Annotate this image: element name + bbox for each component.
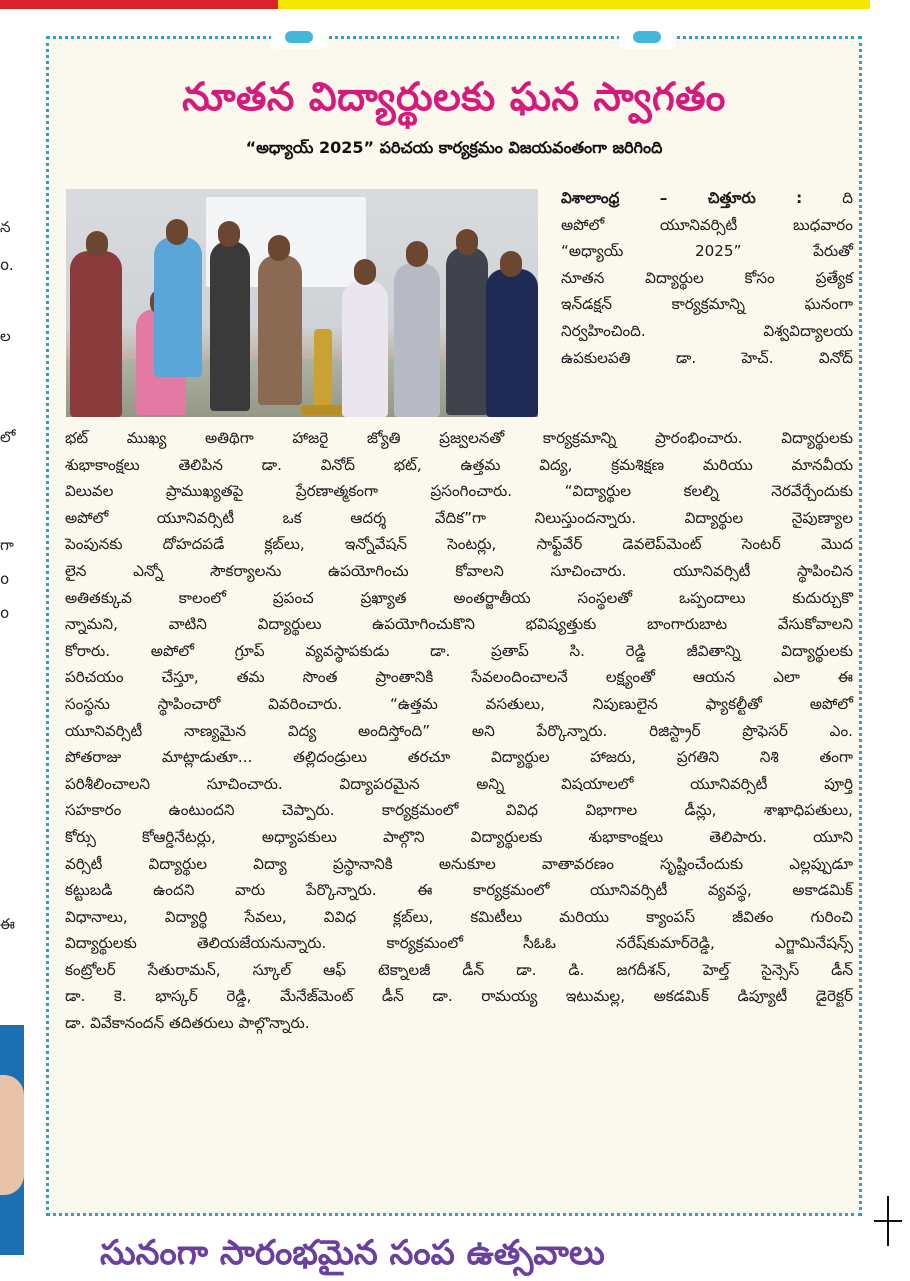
full-width-text [65, 425, 853, 1037]
left-fragment: o [0, 570, 10, 588]
article-dateline: విశాలాంధ్ర – చిత్తూరు : [561, 189, 803, 207]
body-line: సహకారం ఉంటుందని చెప్పారు. కార్యక్రమంలో వివిధ విభాగాల డీన్లు, శాఖాధిపతులు, [65, 801, 853, 820]
body-line: పెంపునకు దోహదపడే క్లబ్‌లు, ఇన్నోవేషన్ సెంటర్లు, సాఫ్ట్‌వేర్ డెవలెప్‌మెంట్ సెంటర్ మొద [65, 535, 853, 554]
article-subheadline: “అధ్యాయ్ 2025” పరిచయ కార్యక్రమం విజయవంతంగా జరిగింది [245, 138, 663, 157]
left-fragment: గా [0, 536, 14, 554]
top-strip-red [0, 0, 278, 9]
body-line: భట్ ముఖ్య అతిథిగా హాజరై జ్యోతి ప్రజ్వలనతో కార్యక్రమాన్ని ప్రారంభించారు. విద్యార్థులకు [65, 429, 853, 447]
body-line: పోతరాజు మాట్లాడుతూ... తల్లిదండ్రులు తరచూ విద్యార్థుల హాజరు, ప్రగతిని నిశి తంగా [65, 748, 853, 767]
left-fragment: న [0, 218, 11, 236]
body-line: విద్యార్థులకు తెలియజేయనున్నారు. కార్యక్రమంలో సీఓఓ నరేష్‌కుమార్‌రెడ్డి, ఎగ్జామినేషన్స్ [65, 934, 853, 953]
body-line: కంట్రోలర్ సేతురామన్, స్కూల్ ఆఫ్ టెక్నాలజీ డీన్ డా. డి. జగదీశన్, హెల్త్ సైన్సెస్ డీన్ [65, 960, 853, 979]
body-line: అపోలో యూనివర్సిటీ ఒక ఆదర్శ వేదిక”గా నిలుస్తుందన్నారు. విద్యార్థుల నైపుణ్యాల [65, 508, 853, 527]
body-line: అతితక్కువ కాలంలో ప్రపంచ ప్రఖ్యాత అంతర్జాతీయ సంస్థలతో ఒప్పందాలు కుదుర్చుకొ [65, 588, 853, 607]
body-line: యూనివర్సిటీ నాణ్యమైన విద్య అందిస్తోంది” అని పేర్కొన్నారు. రిజిస్ట్రార్ ప్రొఫెసర్ ఎం. [65, 721, 853, 740]
news-article [46, 36, 862, 1216]
body-line: సంస్థను స్థాపించారో వివరించారు. “ఉత్తమ వసతులు, నిపుణులైన ఫ్యాకల్టీతో అపోలో [65, 694, 853, 713]
body-line: ఉపకులపతి డా. హెచ్. వినోద్ [561, 348, 853, 367]
top-strip-yellow [278, 0, 870, 9]
body-line: నూతన విద్యార్థుల కోసం ప్రత్యేక [561, 268, 853, 287]
body-line: నిర్వహించింది. విశ్వవిద్యాలయ [561, 321, 853, 340]
left-fragment: o. [0, 256, 14, 274]
border-tab-left [271, 25, 327, 49]
body-line: పరిశీలించాలని సూచించారు. విద్యాపరమైన అన్ని విషయాలలో యూనివర్సిటీ పూర్తి [65, 774, 853, 793]
adjacent-column-fragment [0, 30, 22, 1250]
body-line: ఇన్‌డక్షన్ కార్యక్రమాన్ని ఘనంగా [561, 295, 853, 314]
body-line: విధానాలు, విద్యార్థి సేవలు, వివిధ క్లబ్‌లు, కమిటీలు మరియు క్యాంపస్ జీవితం గురించి [65, 907, 853, 926]
body-line: శుభాకాంక్షలు తెలిపిన డా. వినోద్ భట్, ఉత్తమ విద్య, క్రమశిక్షణ మరియు మానవీయ [65, 455, 853, 474]
body-line: డా. కె. భాస్కర్ రెడ్డి, మేనేజ్‌మెంట్ డీన్ డా. రామయ్య ఇటుమల్ల, అకడమిక్ డిప్యూటీ డైరెక్టర్ [65, 987, 853, 1006]
left-fragment: o [0, 604, 10, 622]
left-fragment: ఈ [0, 915, 15, 933]
body-line-text: ది [842, 189, 853, 207]
body-line: కట్టుబడి ఉందని వారు పేర్కొన్నారు. ఈ కార్యక్రమంలో యూనివర్సిటీ వ్యవస్థ, అకాడమిక్ [65, 881, 853, 900]
body-line: “అధ్యాయ్ 2025” పేరుతో [561, 242, 853, 261]
body-line: కోరారు. అపోలో గ్రూప్ వ్యవస్థాపకుడు డా. ప్రతాప్ సి. రెడ్డి జీవితాన్ని విద్యార్థులకు [65, 641, 853, 660]
event-photo [66, 189, 538, 417]
body-line: విలువల ప్రాముఖ్యతపై ప్రేరణాత్మకంగా ప్రసంగించారు. “విద్యార్థుల కలల్ని నెరవేర్చేందుకు [65, 482, 853, 501]
left-fragment: ల [0, 327, 11, 345]
side-column-text [561, 185, 853, 371]
border-tab-right [619, 25, 675, 49]
brass-lamp [314, 329, 332, 411]
left-fragment: లో [0, 428, 16, 446]
next-headline-text: సునంగా సారంభమైన సంప ఉత్సవాలు [100, 1233, 605, 1273]
body-line: అపోలో యూనివర్సిటీ బుధవారం [561, 215, 853, 234]
body-line: న్నామని, వాటిని విద్యార్థులు ఉపయోగించుకొని భవిష్యత్తుకు బాంగారుబాట వేసుకోవాలని [65, 615, 853, 634]
advert-thumbnail [0, 1025, 24, 1255]
body-line: డా. వివేకానందన్ తదితరులు పాల్గొన్నారు. [65, 1014, 310, 1033]
article-headline: నూతన విద్యార్థులకు ఘన స్వాగతం [182, 75, 726, 120]
top-color-strip [0, 0, 870, 9]
body-line: పరిచయం చేస్తూ, తమ సొంత ప్రాంతానికి సేవలందించాలనే లక్ష్యంతో ఆయన ఎలా ఈ [65, 668, 853, 687]
body-line: కోర్సు కోఆర్డినేటర్లు, అధ్యాపకులు పాల్గొని విద్యార్థులకు శుభాకాంక్షలు తెలిపారు. యూని [65, 827, 853, 846]
body-line: వర్సిటీ విద్యార్థుల విద్యా ప్రస్థానానికి అనుకూల వాతావరణం సృష్టించేందుకు ఎల్లప్పుడూ [65, 854, 853, 873]
next-article-headline [100, 1225, 800, 1273]
crop-mark-icon [874, 1196, 902, 1246]
body-line: లైన ఎన్నో సౌకర్యాలను ఉపయోగించు కోవాలని సూచించారు. యూనివర్సిటీ స్థాపించిన [65, 561, 853, 580]
body-line [561, 185, 853, 212]
